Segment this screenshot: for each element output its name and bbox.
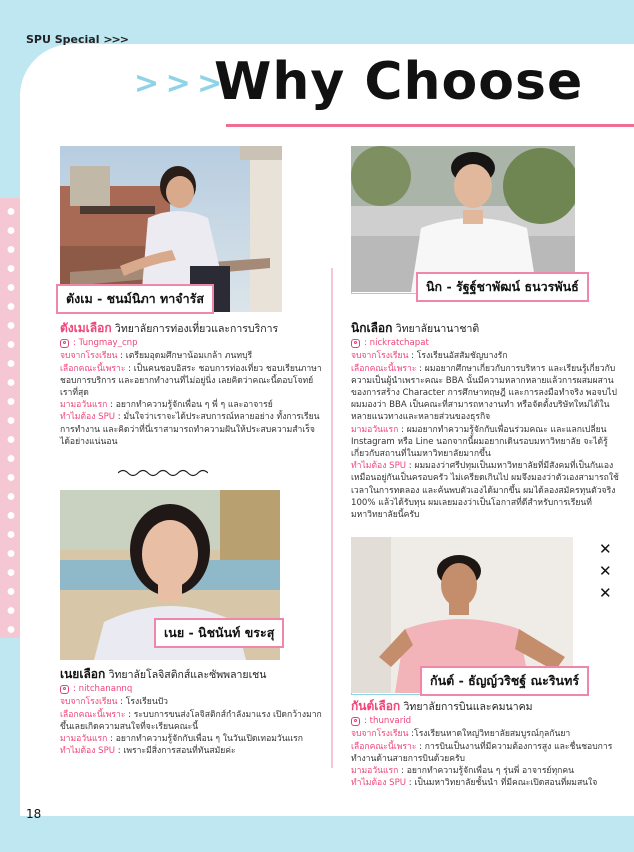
heading-nick [351,322,619,335]
instagram-icon [351,339,360,348]
info-text: : เป็นมหาวิทยาลัยชั้นนำ ที่มีคณะเปิดสอนที่ผมสนใจ [406,778,598,789]
info-label: จบจากโรงเรียน [351,351,409,362]
heading-name: กันต์เลือก [351,699,401,713]
text-block-noey [60,668,322,757]
column-divider [331,268,333,768]
info-label: เลือกคณะนี้เพราะ [351,363,417,374]
heading-name: ตังเมเลือก [60,321,112,335]
info-text: : โรงเรียนปัว [117,697,168,708]
info-text: : อยากทำความรู้จักกับเพื่อน ๆ ในวันเปิดเทอมวันแรก [107,734,303,745]
info-row [351,424,619,461]
instagram-icon [351,717,360,726]
instagram-icon [60,685,69,694]
info-text: : ผมมองว่าศรีปทุมเป็นมหาวิทยาลัยที่มีสังคมที่เป็นกันเองเหมือนอยู่กันเป็นครอบครัว ไม่เครียดเกินไป ผมจึงมองว่าตัวเองสามารถใช้เวลาในการทดลอง และค้นพบตัวเองได้มากขึ้น ผมได้ลองสมัครทุนตัวจริง 100% แล้วได้รับทุน ผมเลยมองว่าเป็นโอกาสที่ดีสำหรับการเรียนที่มหาวิทยาลัยนี้ครับ [351,461,619,521]
photo-nick [351,146,575,292]
instagram-row [60,337,322,349]
heading-faculty: วิทยาลัยการบินและคมนาคม [400,701,533,713]
instagram-row [351,337,619,349]
info-row [351,741,619,765]
text-block-nick [351,322,619,521]
name-label-kan: กันต์ - ธัญญ์วริชฐ์ ณะรินทร์ [420,666,589,696]
info-row [60,733,322,745]
info-row [60,709,322,733]
info-text: : ผมอยากศึกษาเกี่ยวกับการบริหาร และเรียนรู้เกี่ยวกับความเป็นผู้นำเพราะคณะ BBA นั้นมีความหลากหลายแล้วการผสมผสานของการสร้าง Character การศึกษาทฤษฎี และการลงมือทำจริง พอจบไปผมมองว่า BBA เป็นคณะที่สามารถหางานทำ หรือจัดตั้งบริษัทใหม่ได้ในหลายแนวทางและหลายส่วนของธุรกิจ [351,363,617,423]
info-text: : เพราะมีสิ่งการสอนที่ทันสมัยค่ะ [115,746,236,757]
page-number: 18 [26,807,42,821]
decorative-crosses [599,538,612,604]
info-text: : การบินเป็นงานที่มีความต้องการสูง และชื่นชอบการทำงานด้านสายการบินด้วยครับ [351,741,613,764]
info-label: ทำไมต้อง SPU [351,778,407,789]
info-text: : ผมอยากทำความรู้จักกับเพื่อนร่วมคณะ และแลกเปลี่ยน Instagram หรือ Line นอกจากนี้ผมอยากเดินรอบมหาวิทยาลัย จะได้รู้เกี่ยวกับสถานที่ในมหาวิทยาลัยมากขึ้น [351,424,608,460]
info-label: จบจากโรงเรียน [60,351,118,362]
info-label: เลือกคณะนี้เพราะ [351,741,417,752]
heading-tungmay [60,322,322,335]
info-label: มามอวันแรก [60,734,108,745]
title-underline [226,124,634,127]
info-row [60,696,322,708]
info-text: : ระบบการขนส่งโลจิสติกส์กำลังมาแรง เปิดกว้างมากขึ้นเลยเกิดความสนใจที่จะเรียนคณะนี้ [60,709,322,732]
heading-noey [60,668,322,681]
text-block-kan [351,700,619,789]
heading-faculty: วิทยาลัยการท่องเที่ยวและการบริการ [111,323,279,335]
title-chevrons: > > > [134,66,221,101]
page-title: Why Choose [214,52,584,112]
heading-name: เนยเลือก [60,667,106,681]
name-label-tungmay: ตังเม - ชนม์นิภา ทาจำรัส [56,284,214,314]
info-row [60,745,322,757]
info-text: : โรงเรียนอัสสัมชัญบางรัก [408,351,508,362]
instagram-handle: : nickratchapat [364,338,429,349]
info-row [60,399,322,411]
info-label: จบจากโรงเรียน [351,729,409,740]
info-label: มามอวันแรก [60,400,108,411]
info-text: : เป็นคนชอบอิสระ ชอบการท่องเที่ยว ชอบเรียนภาษา ชอบการบริการ และอยากทำงานที่ไม่อยู่นิ่ง เลยคิดว่าคณะนี้ตอบโจทย์เราที่สุด [60,363,322,399]
info-row [351,728,619,740]
info-text: : อยากทำความรู้จักเพื่อน ๆ พี่ ๆ และอาจารย์ [107,400,273,411]
info-label: ทำไมต้อง SPU [351,461,407,472]
info-row [351,460,619,521]
instagram-handle: : Tungmay_cnp [73,338,138,349]
info-text: :โรงเรียนหาดใหญ่วิทยาลัยสมบูรณ์กุลกันยา [408,729,571,740]
section-tag [26,33,128,46]
info-label: เลือกคณะนี้เพราะ [60,363,126,374]
info-row [351,363,619,424]
info-row [60,350,322,362]
info-label: จบจากโรงเรียน [60,697,118,708]
info-row [351,765,619,777]
instagram-row [351,715,619,727]
info-row [351,777,619,789]
info-row [351,350,619,362]
section-tag-text: SPU Special [26,33,100,46]
info-label: เลือกคณะนี้เพราะ [60,709,126,720]
heading-kan [351,700,619,713]
section-arrows: >>> [103,33,128,46]
text-block-tungmay [60,322,322,448]
info-label: มามอวันแรก [351,424,399,435]
instagram-handle: : thunvarid [364,716,412,727]
info-label: ทำไมต้อง SPU [60,746,116,757]
cross-icon: ✕ [599,584,612,602]
instagram-icon [60,339,69,348]
info-row [60,363,322,400]
cross-icon: ✕ [599,562,612,580]
wavy-divider-icon [118,468,208,478]
info-text: : เตรียมอุดมศึกษาน้อมเกล้า ภนทบุรี [117,351,253,362]
info-label: มามอวันแรก [351,766,399,777]
instagram-row [60,683,322,695]
info-text: : อยากทำความรู้จักเพื่อน ๆ รุ่นพี่ อาจารย์ทุกคน [398,766,574,777]
cross-icon: ✕ [599,540,612,558]
heading-name: นิกเลือก [351,321,393,335]
heading-faculty: วิทยาลัยโลจิสติกส์และซัพพลายเชน [105,669,267,681]
name-label-noey: เนย - นิชนันท์ ขระสุ [154,618,284,648]
heading-faculty: วิทยาลัยนานาชาติ [392,323,480,335]
info-row [60,411,322,448]
name-label-nick: นิก - รัฐฐ์ชาพัฒน์ ธนวรพันธ์ [416,272,589,302]
info-label: ทำไมต้อง SPU [60,412,116,423]
info-text: : มั่นใจว่าเราจะได้ประสบการณ์หลายอย่าง ทั้งการเรียน การทำงาน และคิดว่าที่นี่เราสามารถทำความฝันให้ประสบความสำเร็จได้อย่างแน่นอน [60,412,320,447]
instagram-handle: : nitchanannq [73,684,133,695]
